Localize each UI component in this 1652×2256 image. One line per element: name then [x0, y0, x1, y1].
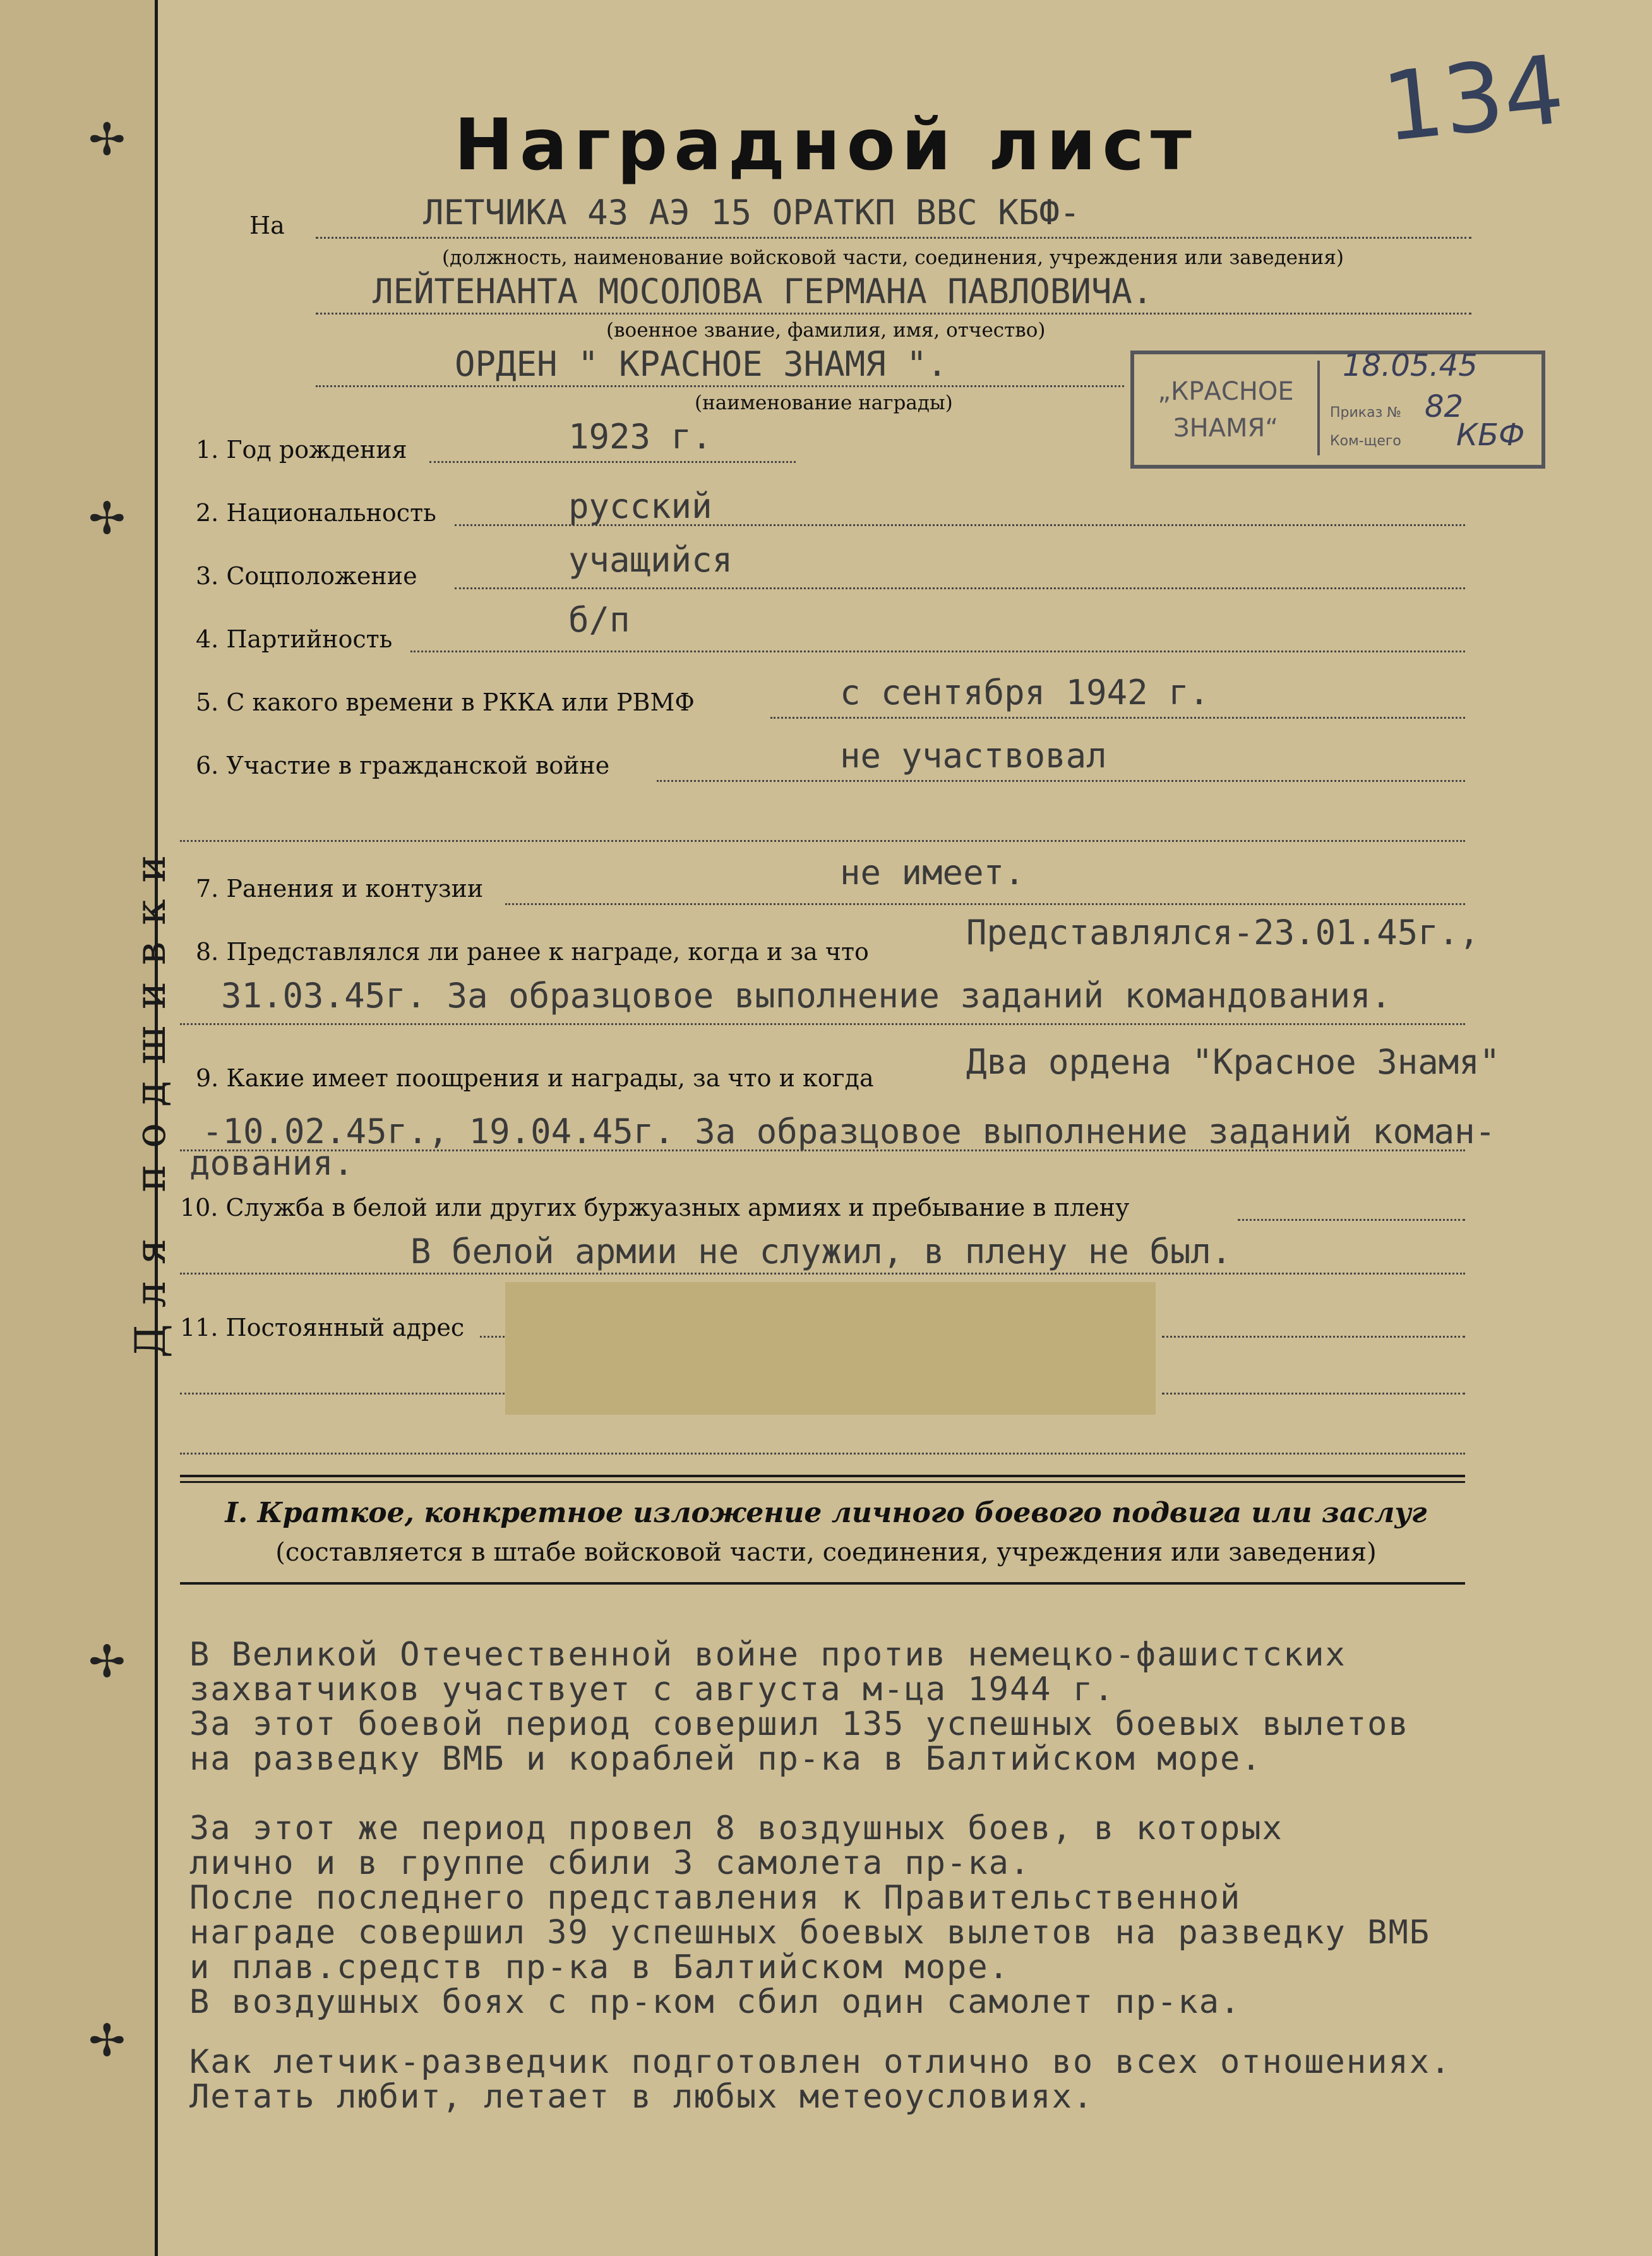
body-line: награде совершил 39 успешных боевых вылетов на разведку ВМБ	[189, 1914, 1431, 1952]
dotted-line	[180, 1453, 1465, 1455]
body-line: лично и в группе сбили 3 самолета пр-ка.	[189, 1844, 1031, 1882]
body-line: на разведку ВМБ и кораблей пр-ка в Балтийском море.	[189, 1740, 1262, 1778]
body-line: В воздушных боях с пр-ком сбил один самолет пр-ка.	[189, 1983, 1242, 2021]
field-7-value: не имеет.	[840, 853, 1025, 892]
body-line: захватчиков участвует с августа м-ца 1944 г.	[189, 1671, 1115, 1708]
field-4-value: б/п	[568, 600, 630, 640]
dotted-line	[316, 237, 1471, 239]
na-label: На	[249, 212, 285, 239]
body-line: Как летчик-разведчик подготовлен отлично во всех отношениях.	[189, 2043, 1452, 2081]
position-value: ЛЕТЧИКА 43 АЭ 15 ОРАТКП ВВС КБФ-	[423, 193, 1080, 232]
field-2-value: русский	[568, 486, 712, 526]
name-value: ЛЕЙТЕНАНТА МОСОЛОВА ГЕРМАНА ПАВЛОВИЧА.	[373, 272, 1153, 311]
field-3-label: 3. Соцположение	[196, 562, 417, 590]
stamp-issuer-label: Ком-щего	[1330, 433, 1401, 449]
dotted-line	[180, 1149, 1465, 1151]
body-line: Летать любит, летает в любых метеоусловиях.	[189, 2078, 1094, 2116]
field-5-value: с сентября 1942 г.	[840, 673, 1210, 712]
punch-hole-mark: ✢	[88, 114, 126, 165]
section-title: I. Краткое, конкретное изложение личного боевого подвига или заслуг	[225, 1497, 1427, 1529]
field-6-value: не участвовал	[840, 736, 1107, 776]
field-3-value: учащийся	[568, 540, 733, 580]
dotted-line	[1162, 1393, 1465, 1395]
award-value: ОРДЕН " КРАСНОЕ ЗНАМЯ ".	[455, 344, 948, 384]
punch-hole-mark: ✢	[88, 1636, 126, 1688]
body-line: За этот же период провел 8 воздушных боев, в которых	[189, 1809, 1283, 1847]
dotted-line	[1238, 1219, 1465, 1221]
dotted-line	[410, 651, 1465, 652]
dotted-line	[316, 385, 1124, 387]
stamp-order-number: 82	[1425, 389, 1464, 424]
field-9-value-cont: -10.02.45г., 19.04.45г. За образцовое выполнение заданий коман-	[202, 1112, 1496, 1151]
section-divider	[180, 1481, 1465, 1483]
position-caption: (должность, наименование войсковой части, соединения, учреждения или заведения)	[442, 246, 1344, 269]
document-title: Наградной лист	[454, 104, 1198, 186]
section-divider	[180, 1475, 1465, 1477]
binding-margin	[0, 0, 175, 2256]
field-10-value: В белой армии не служил, в плену не был.	[410, 1232, 1232, 1271]
field-7-label: 7. Ранения и контузии	[196, 875, 484, 903]
dotted-line	[180, 1393, 508, 1395]
archive-page-number: 134	[1377, 35, 1569, 164]
section-divider	[180, 1582, 1465, 1585]
stamp-order-label: Приказ №	[1330, 405, 1402, 421]
stamp-issuer: КБФ	[1456, 417, 1525, 453]
dotted-line	[770, 717, 1465, 719]
dotted-line	[505, 903, 1465, 905]
dotted-line	[429, 461, 796, 463]
field-8-label: 8. Представлялся ли ранее к награде, когда и за что	[196, 938, 869, 966]
section-subtitle: (составляется в штабе войсковой части, соединения, учреждения или заведения)	[275, 1538, 1377, 1567]
field-2-label: 2. Национальность	[196, 499, 436, 527]
stamp-divider	[1317, 361, 1320, 455]
field-4-label: 4. Партийность	[196, 625, 393, 653]
name-caption: (военное звание, фамилия, имя, отчество)	[606, 319, 1046, 342]
stamp-award-name: „КРАСНОЕ ЗНАМЯ“	[1158, 377, 1294, 443]
body-line: В Великой Отечественной войне против немецко-фашистских	[189, 1636, 1346, 1674]
field-9-value: Два ордена "Красное Знамя"	[966, 1042, 1500, 1082]
body-line: и плав.средств пр-ка в Балтийском море.	[189, 1948, 1010, 1986]
field-8-value: Представлялся-23.01.45г.,	[966, 913, 1480, 952]
dotted-line	[657, 780, 1465, 782]
dotted-line	[180, 1273, 1465, 1275]
dotted-line	[316, 313, 1471, 315]
binding-margin-label: Для подшивки	[126, 838, 175, 1358]
dotted-line	[455, 587, 1465, 589]
field-9-value-cont2: дования.	[189, 1143, 354, 1183]
punch-hole-mark: ✢	[88, 2015, 126, 2067]
dotted-line	[480, 1336, 508, 1338]
field-8-value-cont: 31.03.45г. За образцовое выполнение заданий командования.	[221, 976, 1392, 1016]
award-caption: (наименование награды)	[695, 392, 953, 414]
body-line: За этот боевой период совершил 135 успешных боевых вылетов	[189, 1705, 1410, 1743]
dotted-line	[180, 1023, 1465, 1025]
dotted-line	[180, 840, 1465, 842]
field-11-label: 11. Постоянный адрес	[180, 1314, 465, 1341]
field-10-label: 10. Служба в белой или других буржуазных армиях и пребывание в плену	[180, 1194, 1130, 1221]
address-redaction	[505, 1282, 1156, 1415]
punch-hole-mark: ✢	[88, 493, 126, 544]
dotted-line	[1162, 1336, 1465, 1338]
field-6-label: 6. Участие в гражданской войне	[196, 752, 610, 779]
field-5-label: 5. С какого времени в РККА или РВМФ	[196, 688, 695, 716]
field-1-value: 1923 г.	[568, 417, 712, 457]
body-line: После последнего представления к Правительственной	[189, 1879, 1242, 1917]
stamp-date: 18.05.45	[1343, 348, 1478, 383]
field-1-label: 1. Год рождения	[196, 436, 407, 464]
field-9-label: 9. Какие имеет поощрения и награды, за что и когда	[196, 1064, 874, 1092]
award-stamp	[1130, 348, 1545, 469]
